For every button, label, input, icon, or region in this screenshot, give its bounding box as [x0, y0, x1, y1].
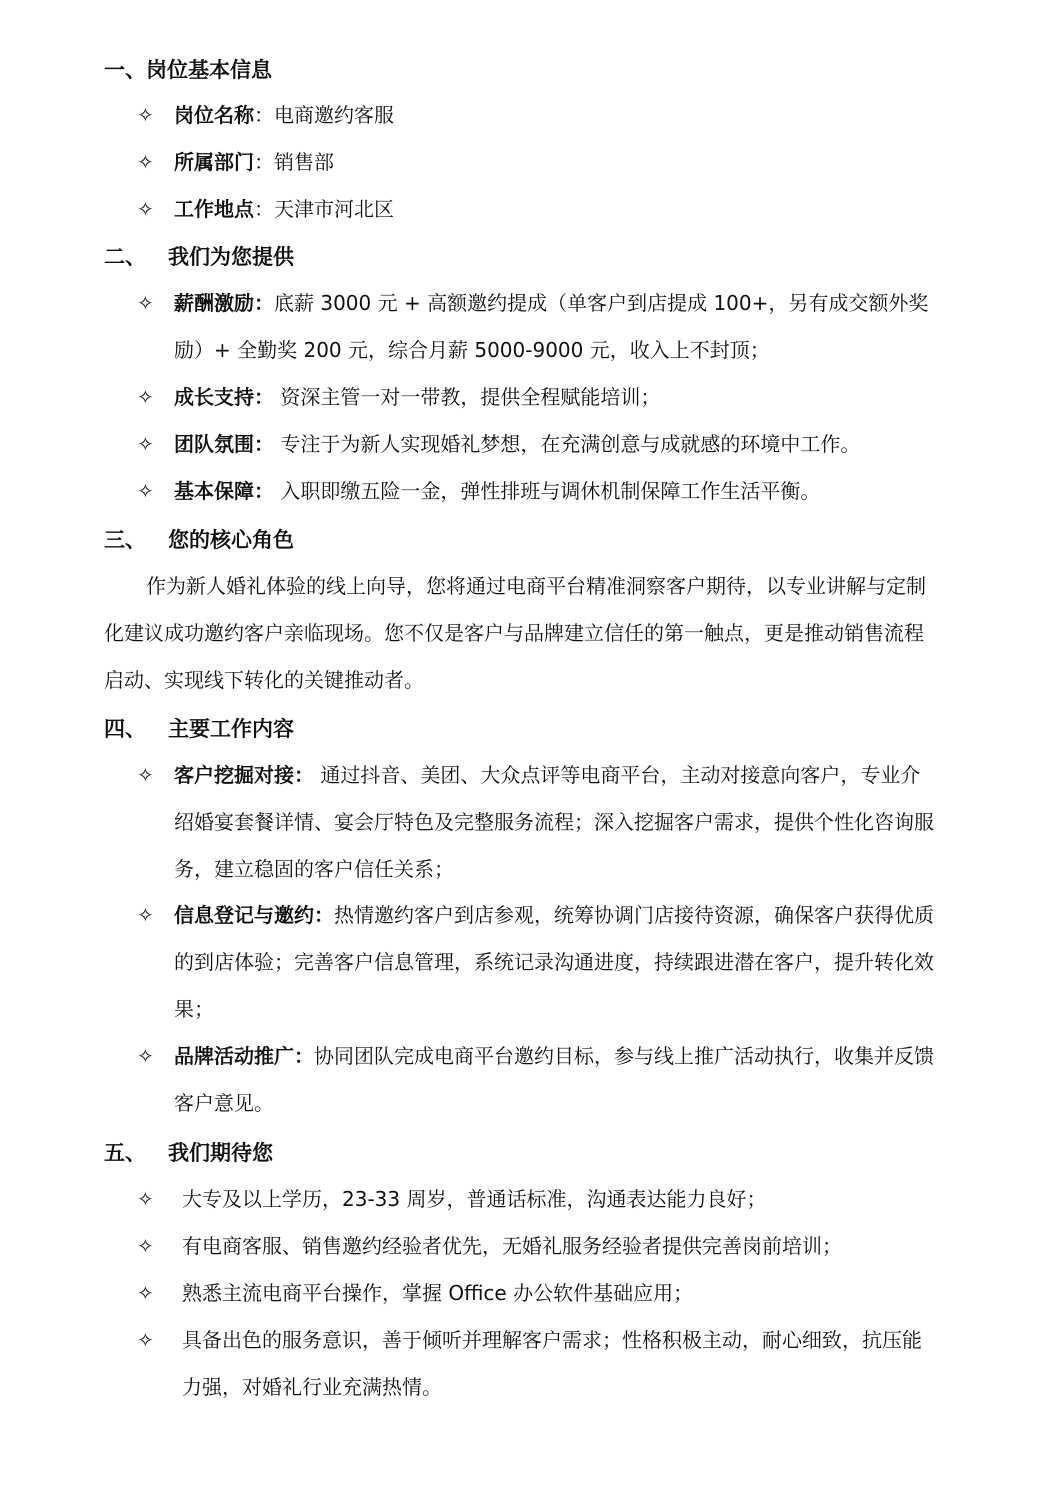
- item-text: 大专及以上学历，23-33 周岁，普通话标准，沟通表达能力良好；: [182, 1187, 767, 1211]
- item-label: 信息登记与邀约：: [174, 903, 334, 927]
- list-item: [137, 468, 937, 515]
- section-4-title: [104, 714, 294, 744]
- bullet-icon: ✧: [137, 291, 154, 315]
- item-text: 销售部: [274, 150, 334, 174]
- item-text: 热情邀约客户到店参观，统筹协调门店接待资源，确保客户获得优质的到店体验；完善客户信息管理，系统记录沟通进度，持续跟进潜在客户，提升转化效果；: [174, 903, 934, 1021]
- bullet-icon: ✧: [137, 1328, 154, 1352]
- section-5-title: [104, 1138, 273, 1168]
- item-text: 协同团队完成电商平台邀约目标，参与线上推广活动执行，收集并反馈客户意见。: [174, 1044, 934, 1115]
- bullet-icon: ✧: [137, 197, 154, 221]
- item-text: 具备出色的服务意识，善于倾听并理解客户需求；性格积极主动，耐心细致，抗压能力强，对婚礼行业充满热情。: [182, 1328, 922, 1399]
- item-label: 工作地点: [174, 197, 254, 221]
- list-item: [137, 280, 937, 374]
- bullet-icon: ✧: [137, 479, 154, 503]
- item-text: 天津市河北区: [274, 197, 394, 221]
- list-item: [137, 892, 937, 1033]
- section-1-title: [104, 55, 272, 85]
- list-item: [137, 374, 937, 421]
- section-3-title-text: 您的核心角色: [168, 528, 294, 552]
- item-label: 基本保障：: [174, 479, 274, 503]
- list-item: ✧ 所属部门：销售部: [137, 139, 937, 186]
- section-number: 五、: [104, 1141, 146, 1165]
- bullet-icon: ✧: [137, 103, 154, 127]
- bullet-icon: ✧: [137, 150, 154, 174]
- bullet-icon: ✧: [137, 763, 154, 787]
- item-label: 客户挖掘对接：: [174, 763, 314, 787]
- list-item: ✧ 岗位名称：电商邀约客服: [137, 92, 937, 139]
- section-4-title-text: 主要工作内容: [168, 717, 294, 741]
- item-label: 团队氛围：: [174, 432, 274, 456]
- list-item: [137, 1270, 937, 1317]
- section-number: 二、: [104, 245, 146, 269]
- list-item: [137, 421, 937, 468]
- section-number: 三、: [104, 528, 146, 552]
- item-label: 薪酬激励：: [174, 291, 274, 315]
- bullet-icon: ✧: [137, 1234, 154, 1258]
- item-label: 品牌活动推广：: [174, 1044, 314, 1068]
- item-label: 成长支持：: [174, 385, 274, 409]
- section-2-title: [104, 242, 294, 272]
- list-item: ✧ 工作地点：天津市河北区: [137, 186, 937, 233]
- section-2-title-text: 我们为您提供: [168, 245, 294, 269]
- core-role-paragraph: 作为新人婚礼体验的线上向导，您将通过电商平台精准洞察客户期待，以专业讲解与定制化建议成功邀约客户亲临现场。您不仅是客户与品牌建立信任的第一触点，更是推动销售流程启动、实现线下转化的关键推动者。: [104, 574, 926, 692]
- item-label: 岗位名称: [174, 103, 254, 127]
- item-text: 资深主管一对一带教，提供全程赋能培训；: [274, 385, 661, 409]
- item-text: 电商邀约客服: [274, 103, 394, 127]
- section-number: 四、: [104, 717, 146, 741]
- bullet-icon: ✧: [137, 385, 154, 409]
- bullet-icon: ✧: [137, 1044, 154, 1068]
- bullet-icon: ✧: [137, 903, 154, 927]
- list-item: [137, 752, 937, 893]
- item-text: 底薪 3000 元 + 高额邀约提成（单客户到店提成 100+，另有成交额外奖励）+ 全勤奖 200 元，综合月薪 5000-9000 元，收入上不封顶；: [174, 291, 929, 362]
- bullet-icon: ✧: [137, 1281, 154, 1305]
- item-text: 入职即缴五险一金，弹性排班与调休机制保障工作生活平衡。: [274, 479, 821, 503]
- section-5-title-text: 我们期待您: [168, 1141, 273, 1165]
- item-text: 有电商客服、销售邀约经验者优先，无婚礼服务经验者提供完善岗前培训；: [182, 1234, 842, 1258]
- list-item: [137, 1223, 937, 1270]
- list-item: [137, 1033, 937, 1127]
- bullet-icon: ✧: [137, 1187, 154, 1211]
- item-label: 所属部门: [174, 150, 254, 174]
- item-text: 熟悉主流电商平台操作，掌握 Office 办公软件基础应用；: [182, 1281, 694, 1305]
- bullet-icon: ✧: [137, 432, 154, 456]
- section-3-title: [104, 525, 294, 555]
- list-item: [137, 1317, 937, 1411]
- item-text: 通过抖音、美团、大众点评等电商平台，主动对接意向客户，专业介绍婚宴套餐详情、宴会厅特色及完整服务流程；深入挖掘客户需求，提供个性化咨询服务，建立稳固的客户信任关系；: [174, 763, 934, 881]
- item-text: 专注于为新人实现婚礼梦想，在充满创意与成就感的环境中工作。: [274, 432, 861, 456]
- list-item: [137, 1176, 937, 1223]
- section-1-title-text: 一、岗位基本信息: [104, 58, 272, 82]
